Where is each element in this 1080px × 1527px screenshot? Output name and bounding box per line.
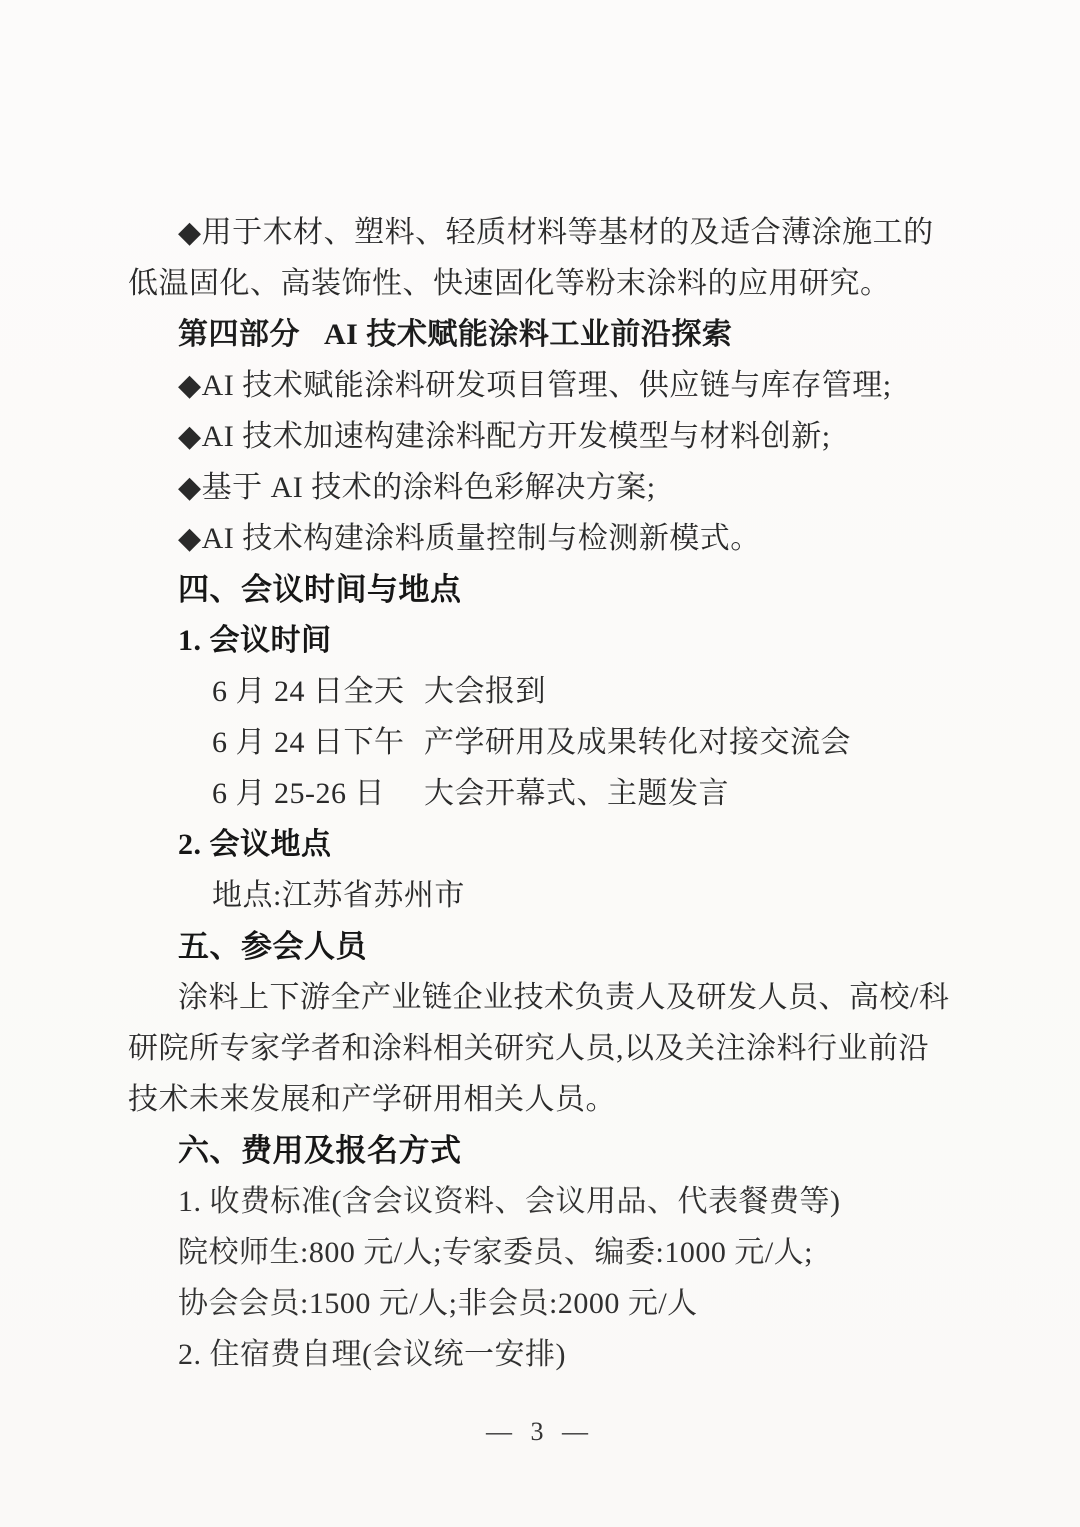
section4-time-heading: 1. 会议时间 <box>178 624 332 657</box>
intro-bullet-line-2: 低温固化、高装饰性、快速固化等粉末涂料的应用研究。 <box>128 267 891 300</box>
accommodation-line: 2. 住宿费自理(会议统一安排) <box>178 1338 566 1371</box>
schedule-time: 6 月 25-26 日 <box>212 777 385 810</box>
schedule-time: 6 月 24 日全天 <box>212 675 405 708</box>
schedule-row <box>128 666 950 717</box>
part4-bullet-1: ◆AI 技术赋能涂料研发项目管理、供应链与库存管理; <box>178 369 892 402</box>
schedule-event: 大会开幕式、主题发言 <box>424 777 729 810</box>
document-content <box>128 207 950 1380</box>
section5-paragraph-line-2: 研院所专家学者和涂料相关研究人员,以及关注涂料行业前沿 <box>128 1032 929 1065</box>
venue-line: 地点:江苏省苏州市 <box>212 879 465 912</box>
section4-heading: 四、会议时间与地点 <box>178 572 462 607</box>
page-number: — 3 — <box>486 1417 594 1446</box>
schedule-time: 6 月 24 日下午 <box>212 726 405 759</box>
section6-heading: 六、费用及报名方式 <box>178 1133 462 1168</box>
part4-bullet-4: ◆AI 技术构建涂料质量控制与检测新模式。 <box>178 522 761 555</box>
part4-bullet-2: ◆AI 技术加速构建涂料配方开发模型与材料创新; <box>178 420 831 453</box>
schedule-event: 产学研用及成果转化对接交流会 <box>424 726 851 759</box>
schedule-row <box>128 717 950 768</box>
part4-heading: 第四部分 AI 技术赋能涂料工业前沿探索 <box>178 318 733 351</box>
section4-venue-heading: 2. 会议地点 <box>178 828 332 861</box>
schedule-row <box>128 768 950 819</box>
section5-paragraph-line-3: 技术未来发展和产学研用相关人员。 <box>128 1083 616 1116</box>
fee-line-1: 院校师生:800 元/人;专家委员、编委:1000 元/人; <box>178 1236 814 1269</box>
part4-bullet-3: ◆基于 AI 技术的涂料色彩解决方案; <box>178 471 656 504</box>
intro-bullet-line-1: ◆用于木材、塑料、轻质材料等基材的及适合薄涂施工的 <box>178 216 934 249</box>
fee-standard-line: 1. 收费标准(含会议资料、会议用品、代表餐费等) <box>178 1185 841 1218</box>
section5-heading: 五、参会人员 <box>178 929 367 964</box>
section5-paragraph-line-1: 涂料上下游全产业链企业技术负责人及研发人员、高校/科 <box>178 981 950 1014</box>
schedule-event: 大会报到 <box>424 675 546 708</box>
fee-line-2: 协会会员:1500 元/人;非会员:2000 元/人 <box>178 1287 698 1320</box>
